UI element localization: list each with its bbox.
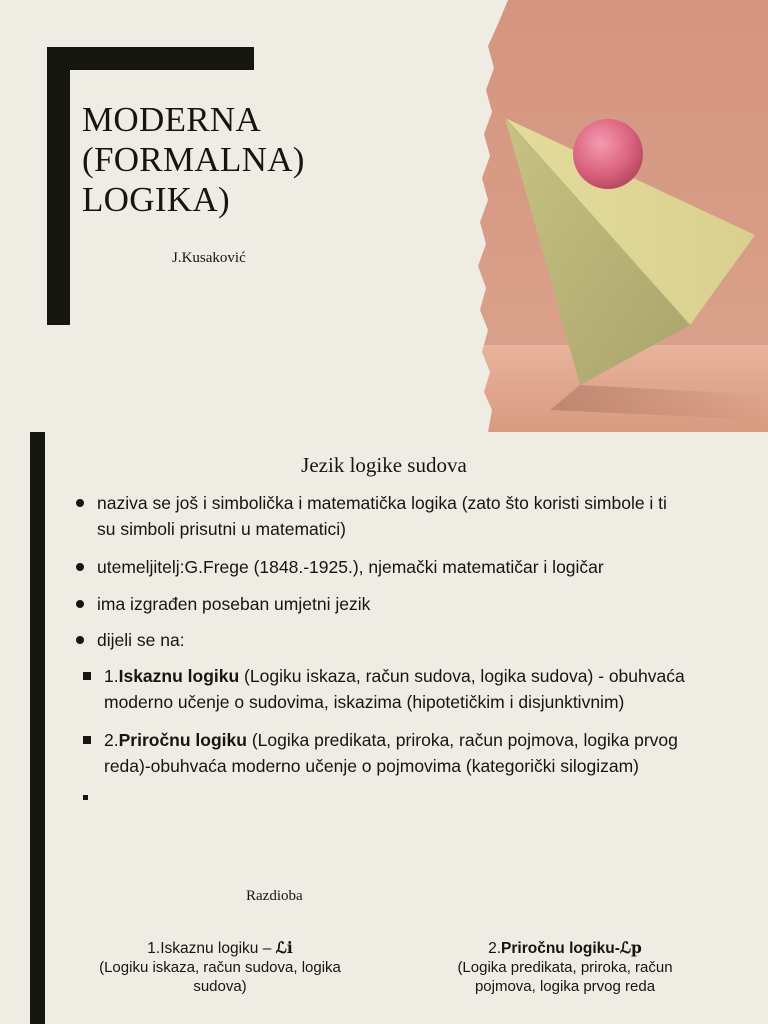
bullet-text-line2: su simboli prisutni u matematici) (97, 519, 346, 539)
title-line-1: MODERNA (82, 100, 262, 139)
bullet-square-icon (83, 736, 91, 744)
right-column-heading: 2.Priročnu logiku-ℒp (488, 938, 642, 957)
left-accent-bar (30, 432, 45, 866)
author: J.Kusaković (172, 250, 246, 266)
title-line-3: LOGIKA) (82, 180, 230, 219)
left-column-line2: (Logiku iskaza, račun sudova, logika (99, 959, 341, 976)
term-pirocna: Priročnu logiku (118, 730, 247, 750)
bullet-square-icon (83, 672, 91, 680)
sub-bullet-line1: 2.Priročnu logiku (Logika predikata, priroka, račun pojmova, logika prvog (104, 730, 678, 750)
bracket-horizontal-bar (47, 47, 254, 70)
title-line-2: (FORMALNA) (82, 140, 305, 179)
left-accent-bar (30, 866, 45, 1024)
slide-title (82, 100, 305, 220)
bracket-vertical-bar (47, 47, 70, 325)
term-iskazna: Iskaznu logiku (118, 666, 240, 686)
title-slide (0, 0, 768, 432)
left-column (60, 938, 380, 996)
right-column (410, 938, 720, 996)
bullet-dot-icon (76, 563, 84, 571)
slide-heading: Razdioba (246, 888, 303, 904)
bullet-text: utemeljitelj:G.Frege (1848.-1925.), njemački matematičar i logičar (97, 557, 604, 577)
script-l-symbol: ℒi (275, 938, 293, 957)
bullet-text-line1: naziva se još i simbolička i matematička logika (zato što koristi simbole i ti (97, 493, 667, 513)
bullet-dot-icon (76, 636, 84, 644)
sub-bullet-line2: reda)-obuhvaća moderno učenje o pojmovima (kategorički silogizam) (104, 756, 639, 776)
slide-heading: Jezik logike sudova (301, 453, 467, 477)
left-column-heading: 1.Iskaznu logiku – ℒi (147, 938, 293, 957)
right-column-line2: (Logika predikata, priroka, račun (457, 959, 673, 976)
bullet-dot-icon (76, 600, 84, 608)
script-l-symbol: ℒp (619, 938, 642, 957)
bullet-text: ima izgrađen poseban umjetni jezik (97, 594, 371, 614)
sub-bullet-line1: 1.Iskaznu logiku (Logiku iskaza, račun sudova, logika sudova) - obuhvaća (104, 666, 685, 686)
right-column-line3: pojmova, logika prvog reda (474, 978, 656, 995)
pyramid-sphere-photo (470, 0, 768, 432)
bullet-square-icon (83, 795, 88, 800)
sub-bullet-line2: moderno učenje o sudovima, iskazima (hipotetičkim i disjunktivnim) (104, 692, 625, 712)
content-slide (0, 432, 768, 866)
bullet-dot-icon (76, 499, 84, 507)
bullet-text: dijeli se na: (97, 630, 185, 650)
left-column-line3: sudova) (193, 978, 247, 995)
division-slide (0, 866, 768, 1024)
